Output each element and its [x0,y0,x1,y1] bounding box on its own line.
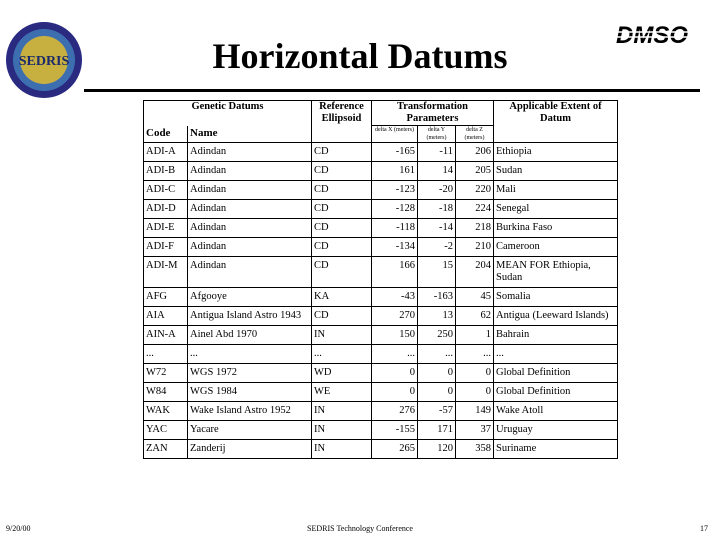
cell-name: ... [188,345,312,364]
cell-ellipsoid: CD [312,200,372,219]
cell-name: Wake Island Astro 1952 [188,402,312,421]
cell-ellipsoid: CD [312,238,372,257]
cell-delta-z: 206 [456,143,494,162]
cell-name: Adindan [188,200,312,219]
cell-delta-x: -134 [372,238,418,257]
cell-delta-x: 150 [372,326,418,345]
cell-ellipsoid: CD [312,307,372,326]
cell-delta-y: 0 [418,364,456,383]
cell-delta-y: -57 [418,402,456,421]
cell-delta-z: 218 [456,219,494,238]
cell-code: ADI-B [144,162,188,181]
cell-code: W84 [144,383,188,402]
cell-name: Adindan [188,219,312,238]
cell-delta-z: 1 [456,326,494,345]
cell-delta-x: 265 [372,440,418,459]
cell-delta-z: ... [456,345,494,364]
cell-code: ADI-C [144,181,188,200]
cell-delta-x: 166 [372,257,418,288]
cell-delta-y: 15 [418,257,456,288]
title-divider [84,89,700,92]
cell-delta-z: 220 [456,181,494,200]
cell-extent: Mali [494,181,618,200]
cell-name: WGS 1984 [188,383,312,402]
datum-table-body [144,143,618,459]
cell-name: Adindan [188,162,312,181]
cell-code: ADI-D [144,200,188,219]
cell-extent: Suriname [494,440,618,459]
table-row [144,181,618,200]
table-row [144,238,618,257]
cell-delta-y: 14 [418,162,456,181]
cell-ellipsoid: IN [312,421,372,440]
cell-extent: Senegal [494,200,618,219]
cell-delta-z: 205 [456,162,494,181]
cell-ellipsoid: CD [312,143,372,162]
cell-extent: Antigua (Leeward Islands) [494,307,618,326]
table-row [144,440,618,459]
cell-ellipsoid: WE [312,383,372,402]
cell-delta-y: 120 [418,440,456,459]
cell-ellipsoid: KA [312,288,372,307]
cell-delta-x: 0 [372,364,418,383]
cell-code: WAK [144,402,188,421]
cell-delta-x: -123 [372,181,418,200]
cell-ellipsoid: IN [312,326,372,345]
cell-name: Adindan [188,257,312,288]
cell-delta-y: 250 [418,326,456,345]
table-row [144,307,618,326]
table-row [144,288,618,307]
header-transformation-parameters: Transformation Parameters [372,101,494,126]
cell-code: AIA [144,307,188,326]
cell-delta-z: 0 [456,364,494,383]
cell-delta-x: 270 [372,307,418,326]
cell-ellipsoid: IN [312,402,372,421]
cell-code: AIN-A [144,326,188,345]
header-extent-blank [494,126,618,143]
cell-delta-z: 45 [456,288,494,307]
cell-extent: Sudan [494,162,618,181]
table-row [144,143,618,162]
cell-name: Afgooye [188,288,312,307]
cell-ellipsoid: CD [312,162,372,181]
cell-code: YAC [144,421,188,440]
footer-conference: SEDRIS Technology Conference [307,524,413,533]
cell-delta-z: 204 [456,257,494,288]
cell-delta-y: -11 [418,143,456,162]
header-delta-z: delta Z (meters) [456,126,494,143]
cell-delta-x: ... [372,345,418,364]
table-row [144,219,618,238]
cell-code: ADI-M [144,257,188,288]
cell-delta-x: -128 [372,200,418,219]
header-applicable-extent: Applicable Extent of Datum [494,101,618,126]
footer-date: 9/20/00 [6,524,31,533]
svg-text:SEDRIS: SEDRIS [18,54,70,69]
cell-delta-y: 0 [418,383,456,402]
header-name: Name [188,126,312,143]
table-row [144,257,618,288]
cell-delta-y: ... [418,345,456,364]
cell-delta-y: -14 [418,219,456,238]
cell-code: ADI-A [144,143,188,162]
table-row [144,326,618,345]
header-code: Code [144,126,188,143]
cell-delta-z: 149 [456,402,494,421]
cell-delta-z: 37 [456,421,494,440]
cell-delta-y: -20 [418,181,456,200]
cell-delta-x: 161 [372,162,418,181]
cell-delta-y: -163 [418,288,456,307]
cell-code: AFG [144,288,188,307]
cell-ellipsoid: CD [312,219,372,238]
cell-delta-x: -43 [372,288,418,307]
cell-extent: Somalia [494,288,618,307]
cell-extent: Wake Atoll [494,402,618,421]
cell-delta-y: -2 [418,238,456,257]
cell-name: WGS 1972 [188,364,312,383]
cell-extent: Burkina Faso [494,219,618,238]
table-row [144,364,618,383]
cell-delta-x: -118 [372,219,418,238]
table-row [144,345,618,364]
cell-delta-z: 358 [456,440,494,459]
cell-extent: Global Definition [494,383,618,402]
cell-name: Antigua Island Astro 1943 [188,307,312,326]
datum-table [143,100,618,459]
cell-delta-z: 62 [456,307,494,326]
cell-extent: Bahrain [494,326,618,345]
cell-name: Adindan [188,143,312,162]
cell-extent: Global Definition [494,364,618,383]
cell-code: ADI-F [144,238,188,257]
table-row [144,200,618,219]
cell-name: Adindan [188,238,312,257]
cell-delta-y: 13 [418,307,456,326]
cell-ellipsoid: CD [312,181,372,200]
cell-name: Zanderij [188,440,312,459]
cell-delta-x: -155 [372,421,418,440]
table-row [144,162,618,181]
table-row [144,383,618,402]
cell-delta-x: 276 [372,402,418,421]
header-delta-y: delta Y (meters) [418,126,456,143]
footer-page-number: 17 [700,524,708,533]
cell-name: Yacare [188,421,312,440]
cell-name: Ainel Abd 1970 [188,326,312,345]
cell-extent: ... [494,345,618,364]
cell-delta-y: -18 [418,200,456,219]
header-delta-x: delta X (meters) [372,126,418,143]
cell-ellipsoid: CD [312,257,372,288]
cell-name: Adindan [188,181,312,200]
cell-delta-z: 210 [456,238,494,257]
cell-extent: Cameroon [494,238,618,257]
cell-extent: Ethiopia [494,143,618,162]
cell-extent: Uruguay [494,421,618,440]
svg-text:DMSO: DMSO [616,22,688,49]
slide-title: Horizontal Datums [212,36,508,76]
cell-delta-y: 171 [418,421,456,440]
cell-extent: MEAN FOR Ethiopia, Sudan [494,257,618,288]
cell-code: W72 [144,364,188,383]
cell-code: ZAN [144,440,188,459]
cell-ellipsoid: ... [312,345,372,364]
cell-code: ... [144,345,188,364]
table-row [144,402,618,421]
table-row [144,421,618,440]
header-genetic-datums: Genetic Datums [144,101,312,126]
cell-delta-x: 0 [372,383,418,402]
cell-delta-z: 0 [456,383,494,402]
header-reference-ellipsoid: Reference Ellipsoid [312,101,372,143]
cell-delta-x: -165 [372,143,418,162]
cell-delta-z: 224 [456,200,494,219]
cell-ellipsoid: WD [312,364,372,383]
cell-code: ADI-E [144,219,188,238]
cell-ellipsoid: IN [312,440,372,459]
